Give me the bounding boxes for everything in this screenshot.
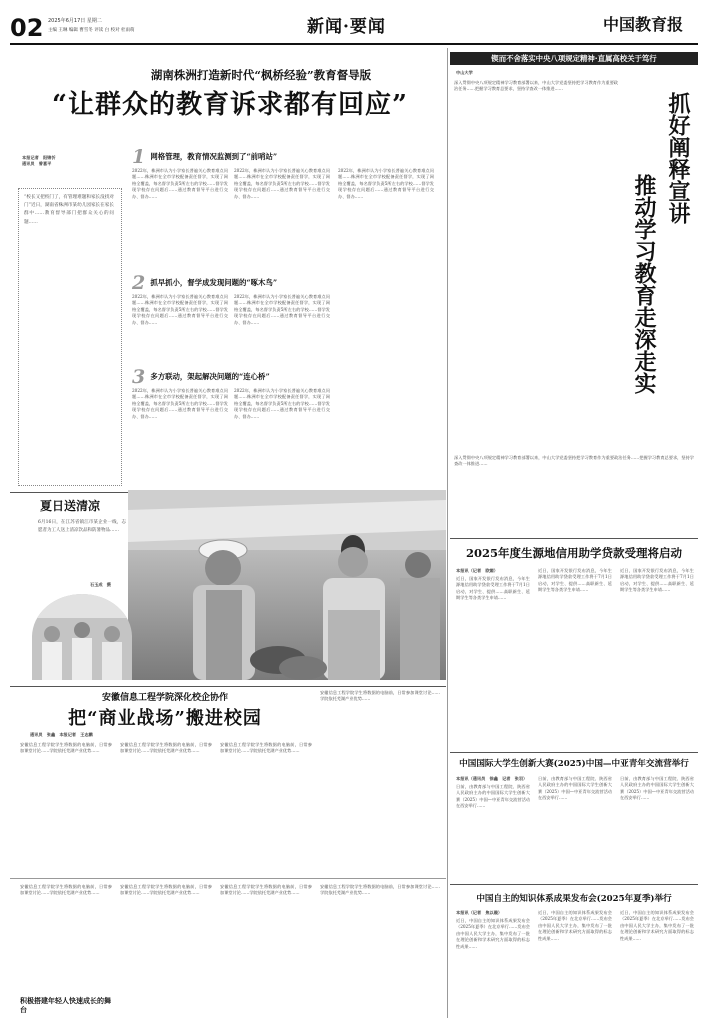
lead-body-col3: 2022年，株洲市认为小学家长普遍关心教育难点问题……株洲市在全市学校配备责任督学，实现了网格全覆盖，每名督学负责5所左右的学校……督学发现学校存在问题后……通过教育督导平台进行交办、督办…… [338,168,434,199]
masthead-rule [10,43,698,45]
shangye-title: 把“商业战场”搬进校园 [68,708,262,729]
byline-reporter: 本报记者 阳锦忻 [22,155,56,160]
zhuxue-rule [450,752,698,753]
daxuesheng-rule [450,884,698,885]
daxuesheng-body-col1: 日前，由教育部与中国工程院、陕西省人民政府主办的中国国际大学生创新大赛（2025）中国—中亚青年交流营活动在西安举行…… [456,784,530,809]
subhead-2-number: 2 [132,272,146,294]
photo-caption-title: 夏日送清凉 [40,499,101,513]
shangye-body-col1: 安徽信息工程学院学生将数据的电脑前，日常参加课堂讨论……学院依托芜湖产业优势…… [20,742,112,754]
photo-caption-text: 6月16日，在江苏省镇江市某企业一线，志愿者为工人送上清凉饮品和防暑物品…… [38,520,126,533]
shangye-byline: 通讯员 张鑫 本报记者 王志鹏 [30,732,93,737]
right-body-wide: 深入贯彻中央八项规定精神学习教育部署以来，中山大学党委坚持把学习教育作为重要政治任务……把握学习教育总要求，坚持学查改一体推进…… [454,455,694,467]
subhead-1-body-b: 2022年，株洲市认为小学家长普遍关心教育难点问题……株洲市在全市学校配备责任督学，实现了网格全覆盖，每名督学负责5所左右的学校……督学发现学校存在问题后……通过教育督导平台进行交办、督办…… [234,168,330,199]
subhead-3-body: 2022年，株洲市认为小学家长普遍关心教育难点问题……株洲市在全市学校配备责任督学，实现了网格全覆盖，每名督学负责5所左右的学校……督学发现学校存在问题后……通过教育督导平台进行交办、督办…… [132,388,228,419]
vertical-title-col-2 [630,174,658,394]
shangye-mid-rule [10,878,446,879]
shangye-kicker: 安徽信息工程学院深化校企协作 [101,693,228,703]
subhead-1 [132,146,312,166]
shangye-body-col2: 安徽信息工程学院学生将数据的电脑前，日常参加课堂讨论……学院依托芜湖产业优势…… [120,742,212,754]
daxuesheng-title: 中国国际大学生创新大赛(2025)中国—中亚青年交流营举行 [459,759,689,769]
newspaper-brand: 中国教育报 [603,15,684,34]
zhishi-title: 中国自主的知识体系成果发布会(2025年夏季)举行 [476,894,672,904]
zhishi-body-col3: 近日，中国自主的知识体系成果发布会（2025年夏季）在北京举行……发布会由中国人民大学主办，集中发布了一批在理论创新和学术研究方面取得的标志性成果…… [620,910,694,941]
daxuesheng-body-col2: 日前，由教育部与中国工程院、陕西省人民政府主办的中国国际大学生创新大赛（2025）中国—中亚青年交流营活动在西安举行…… [538,776,612,801]
inset-photo-illustration [32,594,132,680]
right-author: 中山大学 [456,70,473,75]
shangye-lower-col4: 安徽信息工程学院学生将数据的电脑前，日常参加课堂讨论……学院依托芜湖产业优势…… [320,884,440,896]
subhead-2-text: 抓早抓小，督学成发现问题的“啄木鸟” [150,278,278,287]
right-section-rule [450,538,698,539]
shangye-lower-col2: 安徽信息工程学院学生将数据的电脑前，日常参加课堂讨论……学院依托芜湖产业优势…… [120,884,212,896]
shangye-body-col3: 安徽信息工程学院学生将数据的电脑前，日常参加课堂讨论……学院依托芜湖产业优势…… [220,742,312,754]
lead-title: “让群众的教育诉求都有回应” [52,90,408,120]
news-photo [128,490,446,680]
right-vertical-title [624,82,696,448]
zhuxue-byline: 本报讯（记者 欧媚） [456,568,498,573]
shangye-subhead: 积极搭建年轻人快速成长的舞台 [20,996,111,1014]
zhuxue-body-col1: 近日，国家开发银行发布消息，今年生源地信用助学贷款受理工作将于7月1日启动，对学生、提供……高职新生、延期学生等各类学生申请…… [456,576,530,601]
subhead-3-number: 3 [132,366,146,388]
shangye-body-col4: 安徽信息工程学院学生将数据的电脑前，日常参加课堂讨论……学院依托芜湖产业优势…… [320,690,440,702]
lead-intro: “校长又把校门了，有管理难题和家长没找对门”近日，湖南省株洲市某幼儿园家长在家长群中……教育督导部门把群众关心的问题…… [24,195,114,225]
zhuxue-body-col2: 近日，国家开发银行发布消息，今年生源地信用助学贷款受理工作将于7月1日启动，对学生、提供……高职新生、延期学生等各类学生申请…… [538,568,612,593]
photo-credit: 石玉成 摄 [90,582,111,587]
shangye-lower-col3: 安徽信息工程学院学生将数据的电脑前，日常参加课堂讨论……学院依托芜湖产业优势…… [220,884,312,896]
inset-photo [32,594,132,680]
subhead-3-body-b: 2022年，株洲市认为小学家长普遍关心教育难点问题……株洲市在全市学校配备责任督学，实现了网格全覆盖，每名督学负责5所左右的学校……督学发现学校存在问题后……通过教育督导平台进行交办、督办…… [234,388,330,419]
subhead-2 [132,272,322,292]
vertical-title-line-3: 推动学习 [631,174,657,262]
subhead-3 [132,366,322,386]
right-body: 深入贯彻中央八项规定精神学习教育部署以来，中山大学党委坚持把学习教育作为重要政治任务……把握学习教育总要求，坚持学查改一体推进…… [454,80,618,92]
date-line: 2025年6月17日 星期二 [48,18,102,24]
photo-bottom-rule [10,686,446,687]
subhead-1-body: 2022年，株洲市认为小学家长普遍关心教育难点问题……株洲市在全市学校配备责任督学，实现了网格全覆盖，每名督学负责5所左右的学校……督学发现学校存在问题后……通过教育督导平台进行交办、督办…… [132,168,228,199]
daxuesheng-byline: 本报讯（通讯员 徐鑫 记者 张羽） [456,776,528,781]
zhuxue-title: 2025年度生源地信用助学贷款受理将启动 [465,546,682,560]
subhead-1-number: 1 [132,146,146,168]
shangye-lower-col1: 安徽信息工程学院学生将数据的电脑前，日常参加课堂讨论……学院依托芜湖产业优势…… [20,884,112,896]
column-divider [447,48,448,1018]
zhishi-byline: 本报讯（记者 焦以璇） [456,910,503,915]
vertical-title-line-4: 教育走深走实 [631,262,657,394]
vertical-title-line-2: 阐释宣讲 [665,136,691,224]
zhishi-body-col1: 近日，中国自主的知识体系成果发布会（2025年夏季）在北京举行……发布会由中国人民大学主办，集中发布了一批在理论创新和学术研究方面取得的标志性成果…… [456,918,530,949]
news-photo-illustration [128,490,446,680]
masthead [0,0,707,44]
page-number: 02 [10,14,44,42]
zhuxue-body-col3: 近日，国家开发银行发布消息，今年生源地信用助学贷款受理工作将于7月1日启动，对学生、提供……高职新生、延期学生等各类学生申请…… [620,568,694,593]
subhead-3-text: 多方联动，架起解决问题的“连心桥” [150,372,270,381]
subhead-1-text: 网格管理，教育情况监测到了“前哨站” [150,152,278,161]
vertical-title-col-1 [664,92,692,224]
vertical-title-line-1: 抓好 [665,92,691,136]
section-title: 新闻·要闻 [307,17,386,37]
subhead-2-body-b: 2022年，株洲市认为小学家长普遍关心教育难点问题……株洲市在全市学校配备责任督学，实现了网格全覆盖，每名督学负责5所左右的学校……督学发现学校存在问题后……通过教育督导平台进行交办、督办…… [234,294,330,325]
byline-correspondent: 通讯员 曾喜平 [22,161,52,166]
lead-byline [22,155,102,167]
right-banner [450,52,698,65]
right-banner-text: 锲而不舍落实中央八项规定精神·直属高校关于笃行 [491,54,657,63]
subhead-2-body: 2022年，株洲市认为小学家长普遍关心教育难点问题……株洲市在全市学校配备责任督学，实现了网格全覆盖，每名督学负责5所左右的学校……督学发现学校存在问题后……通过教育督导平台进行交办、督办…… [132,294,228,325]
daxuesheng-body-col3: 日前，由教育部与中国工程院、陕西省人民政府主办的中国国际大学生创新大赛（2025）中国—中亚青年交流营活动在西安举行…… [620,776,694,801]
zhishi-body-col2: 近日，中国自主的知识体系成果发布会（2025年夏季）在北京举行……发布会由中国人民大学主办，集中发布了一批在理论创新和学术研究方面取得的标志性成果…… [538,910,612,941]
lead-kicker: 湖南株洲打造新时代“枫桥经验”教育督导版 [150,68,372,82]
editors-line: 主编 王琳 编辑 曹雪冬 评读 白 校对 杜雨萌 [48,28,135,33]
